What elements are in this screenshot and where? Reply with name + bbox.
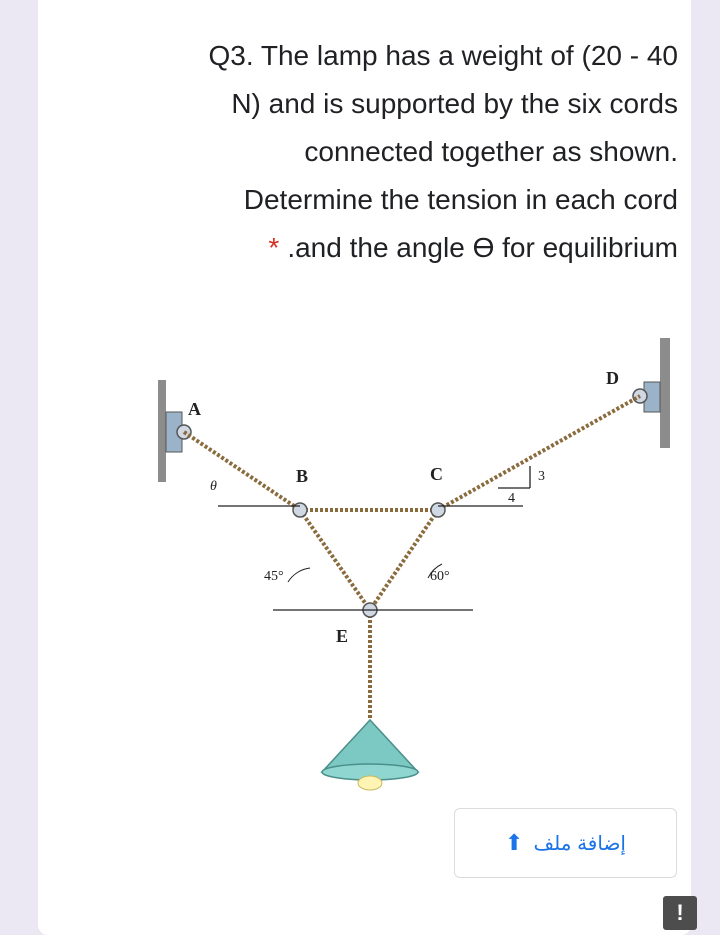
label-b: B [296, 466, 309, 486]
question-title [98, 32, 678, 272]
help-button[interactable]: ! [663, 896, 697, 930]
upload-icon: ⬆ [505, 830, 524, 855]
label-60: 60° [430, 569, 450, 584]
label-c: C [430, 464, 443, 484]
question-line [98, 224, 678, 272]
cord-be [300, 510, 370, 610]
cord-ce [370, 510, 438, 610]
lamp-bulb [358, 776, 382, 790]
label-slope-4: 4 [508, 491, 515, 506]
label-a: A [188, 399, 201, 419]
label-theta: θ [210, 479, 217, 494]
label-e: E [336, 626, 349, 646]
cord-ab [184, 432, 300, 510]
question-line: Determine the tension in each cord [243, 184, 678, 215]
ring-c [431, 503, 445, 517]
label-d: D [606, 368, 619, 388]
arc-45 [288, 568, 310, 582]
question-line: N) and is supported by the six cords [231, 88, 678, 119]
add-file-label: إضافة ملف [533, 832, 626, 855]
ring-b [293, 503, 307, 517]
wall-a [158, 380, 166, 482]
wall-d [660, 338, 670, 448]
question-line: Q3. The lamp has a weight of (20 - 40 [208, 40, 678, 71]
label-45: 45° [264, 569, 284, 584]
required-asterisk: * [268, 232, 280, 263]
question-line: connected together as shown. [304, 136, 678, 167]
form-card [38, 0, 691, 935]
question-line-text: .and the angle ϴ for equilibrium [287, 232, 678, 263]
add-file-button[interactable] [454, 808, 677, 878]
lamp-diagram [138, 320, 698, 800]
label-slope-3: 3 [538, 469, 545, 484]
cord-cd [438, 396, 640, 510]
